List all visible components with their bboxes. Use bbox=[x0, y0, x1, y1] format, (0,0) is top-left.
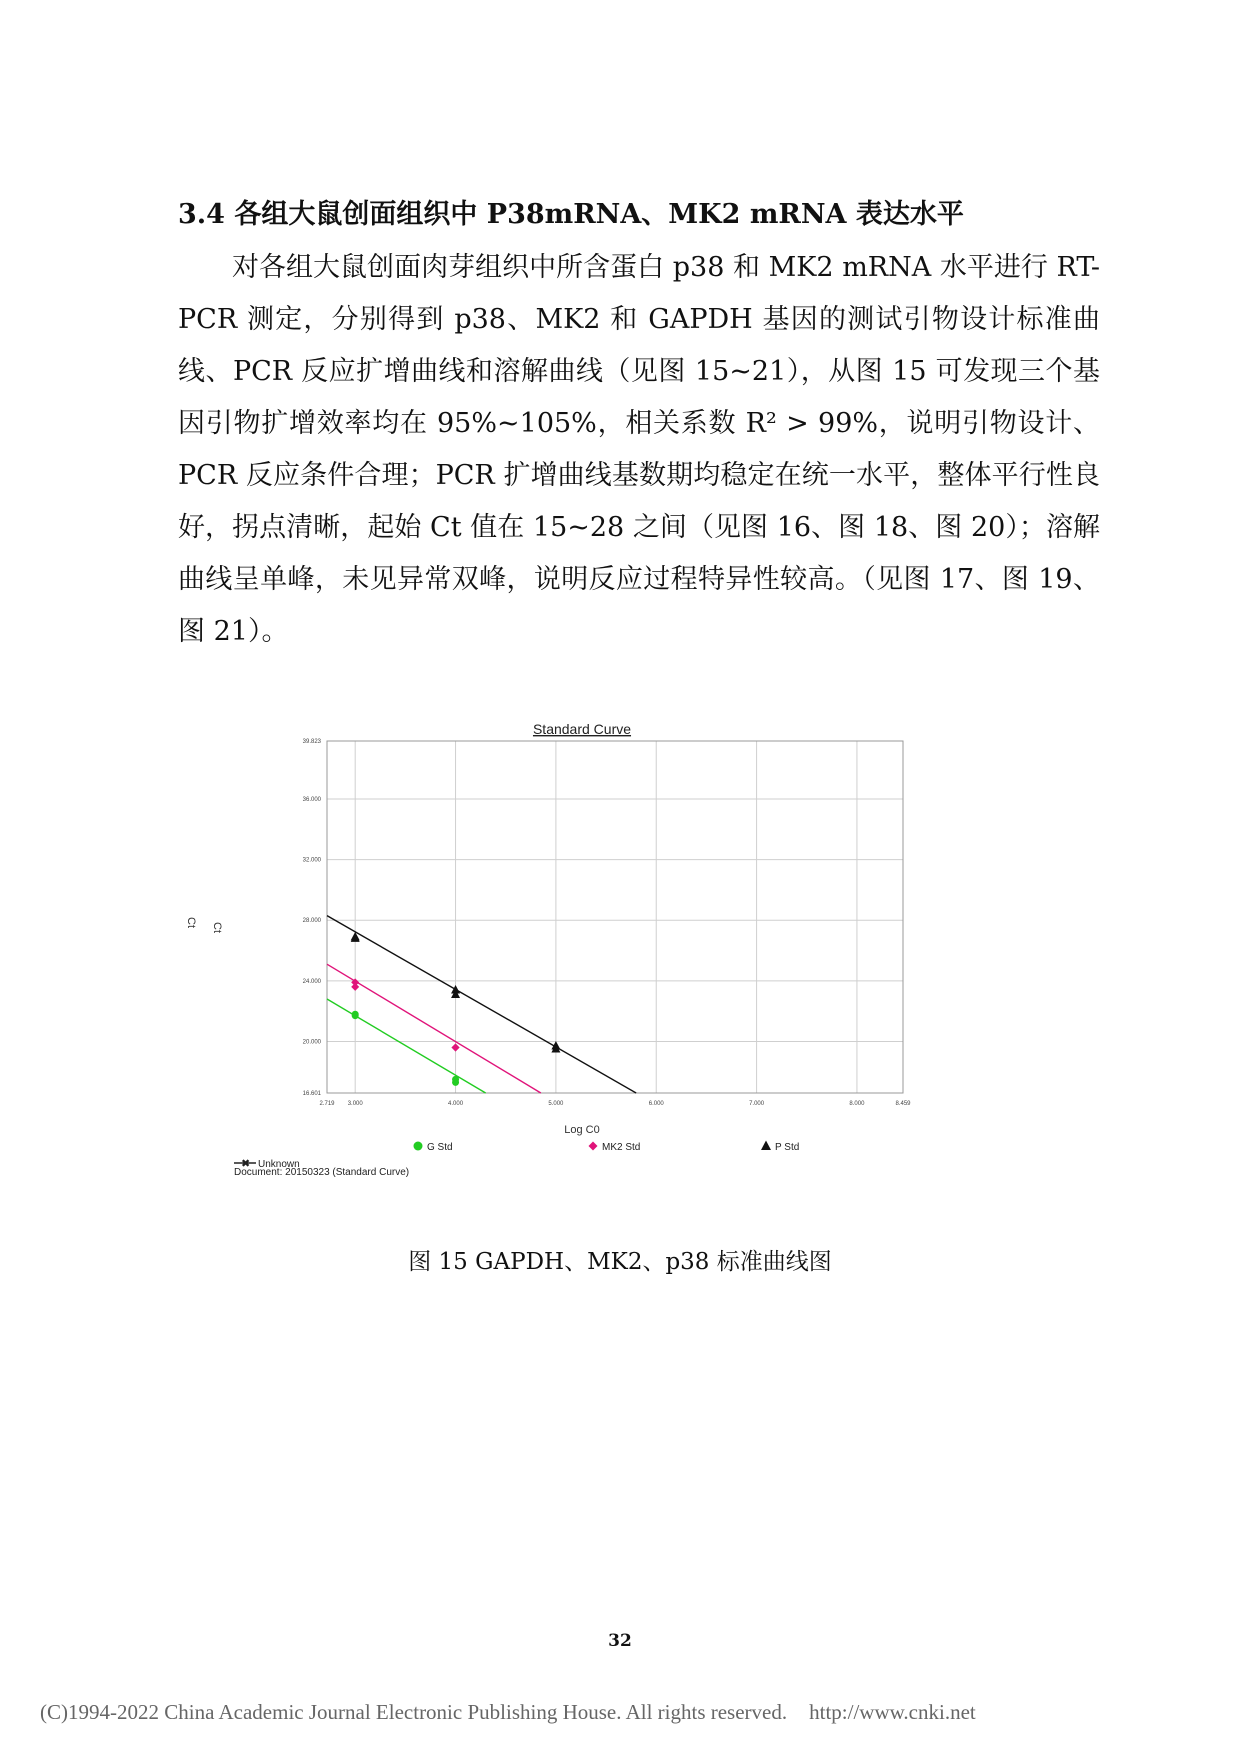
y-tick-label: 28.000 bbox=[302, 918, 321, 925]
copyright-footer: (C)1994-2022 China Academic Journal Electronic Publishing House. All rights reserved. http://www.cnki.net bbox=[40, 1700, 976, 1724]
y-tick-label: 24.000 bbox=[302, 978, 321, 985]
legend-marker-circle bbox=[414, 1142, 423, 1151]
figure-caption: 图 15 GAPDH、MK2、p38 标准曲线图 bbox=[408, 1249, 832, 1275]
legend-label: G Std bbox=[427, 1142, 453, 1153]
x-tick-label: 3.000 bbox=[347, 1101, 363, 1107]
data-point-circle bbox=[352, 1011, 359, 1018]
x-tick-label: 5.000 bbox=[548, 1101, 564, 1107]
cnki-url: http://www.cnki.net bbox=[809, 1700, 976, 1724]
y-tick-label: 20.000 bbox=[302, 1039, 321, 1046]
chart-title: Standard Curve bbox=[532, 721, 632, 737]
x-tick-label: 7.000 bbox=[749, 1101, 765, 1107]
fit-line bbox=[327, 964, 541, 1093]
page-number: 32 bbox=[608, 1631, 632, 1651]
y-tick-label: 36.000 bbox=[302, 796, 321, 803]
legend-label: MK2 Std bbox=[602, 1142, 641, 1153]
x-axis-label: Log C0 bbox=[564, 1124, 600, 1136]
document-label: Document: 20150323 (Standard Curve) bbox=[234, 1167, 410, 1178]
chart-legend bbox=[414, 1141, 800, 1154]
legend-label: P Std bbox=[775, 1142, 800, 1153]
x-tick-label: 6.000 bbox=[648, 1101, 664, 1107]
legend-marker-triangle bbox=[761, 1141, 771, 1151]
tick-labels bbox=[303, 739, 912, 1107]
plot-frame bbox=[327, 741, 903, 1093]
fit-lines bbox=[327, 916, 636, 1093]
section-heading: 3.4 各组大鼠创面组织中 P38mRNA、MK2 mRNA 表达水平 bbox=[178, 199, 964, 230]
body-paragraph: 对各组大鼠创面肉芽组织中所含蛋白 p38 和 MK2 mRNA 水平进行 RT-PCR 测定，分别得到 p38、MK2 和 GAPDH 基因的测试引物设计标准曲线、PCR 反应扩增曲线和溶解曲线（见图 15~21），从图 15 可发现三个基因引物扩增效率均在 95%~105%，相关系数 R² > 99%，说明引物设计、PCR 反应条件合理；PCR 扩增曲线基数期均稳定在统一水平，整体平行性良好，拐点清晰，起始 Ct 值在 15~28 之间（见图 16、图 18、图 20）；溶解曲线呈单峰，未见异常双峰，说明反应过程特异性较高。（见图 17、图 19、图 21）。 bbox=[178, 252, 1100, 647]
x-tick-label: 2.719 bbox=[319, 1101, 335, 1107]
data-point-triangle bbox=[351, 933, 360, 942]
x-tick-label: 8.000 bbox=[849, 1101, 865, 1107]
y-tick-label: 16.601 bbox=[302, 1091, 321, 1097]
x-mark-icon: ✖ bbox=[241, 1158, 251, 1170]
y-tick-label: 32.000 bbox=[302, 857, 321, 864]
y-tick-label: 39.823 bbox=[302, 739, 321, 745]
data-point-diamond bbox=[351, 983, 359, 991]
legend-marker-diamond bbox=[589, 1142, 598, 1151]
y-axis-label: Ct bbox=[211, 922, 223, 933]
x-tick-label: 8.459 bbox=[895, 1101, 911, 1107]
x-tick-label: 4.000 bbox=[448, 1101, 464, 1107]
chart-grid bbox=[327, 741, 903, 1093]
fit-line bbox=[327, 916, 636, 1093]
y-axis-label: Ct bbox=[185, 917, 197, 928]
data-point-circle bbox=[452, 1079, 459, 1086]
data-point-diamond bbox=[452, 1044, 460, 1052]
footer-legend-label: Unknown bbox=[258, 1159, 300, 1170]
